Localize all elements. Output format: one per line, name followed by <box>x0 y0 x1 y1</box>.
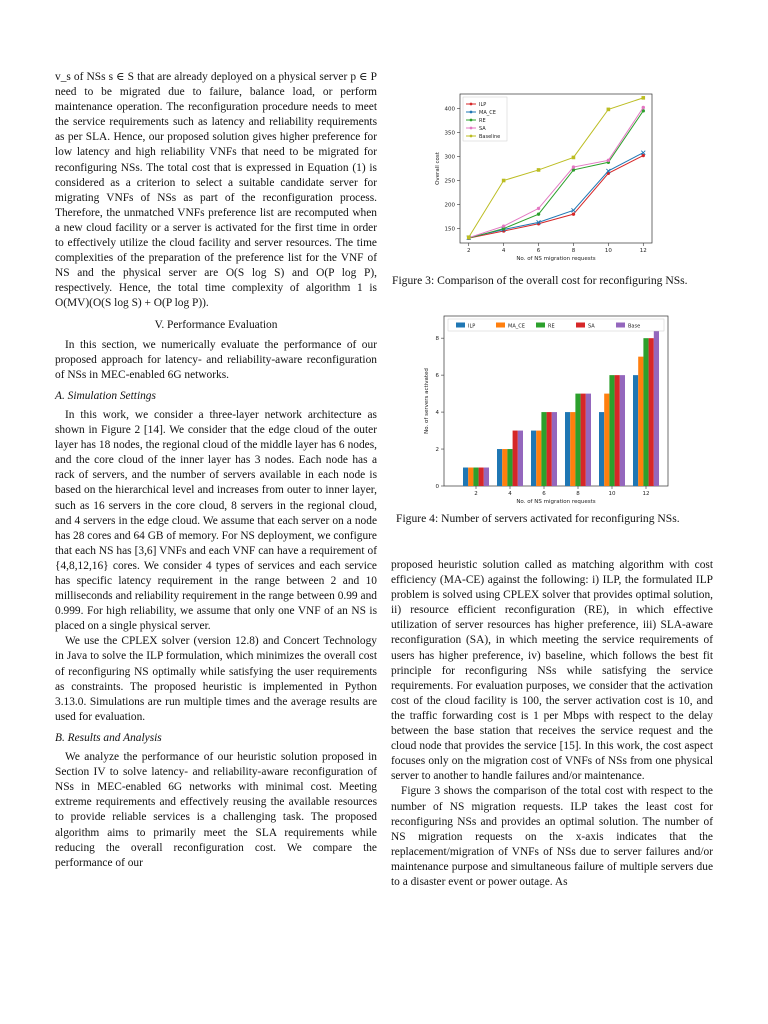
data-point <box>641 96 645 100</box>
bar-sa <box>615 375 620 486</box>
bar-ma_ce <box>502 449 507 486</box>
bar-re <box>609 375 614 486</box>
figure-3-line-chart <box>430 86 660 266</box>
bar-base <box>586 394 591 486</box>
x-axis-label: No. of NS migration requests <box>516 256 596 262</box>
x-tick-label: 6 <box>542 491 546 497</box>
x-tick-label: 10 <box>608 491 616 497</box>
bar-ilp <box>633 375 638 486</box>
section-heading-performance: V. Performance Evaluation <box>154 318 278 331</box>
paragraph-intro: v_s of NSs s ∈ S that are already deployed on a physical server p ∈ P need to be migrated due to failure, balance load, or perform maintenance operation. The reconfiguration procedure needs to meet the service requirements such as latency and reliability requirements as per SLA. Hence, our proposed solution gives higher preference for low latency and high reliability VNFs that need to be migrated for reconfiguring NSs. The total cost that is expressed in Equation (1) is considered as a criterion to select a suitable candidate server for migrating VNFs of NSs as part of the reconfiguration process. Therefore, the unmatched VNFs preference list are recomputed when a new cloud facility or a server is activated for the first time in order to effectively utilize the cloud facility and server resources. The time complexities of the preparation of the preference list for the VNF of NS and the physical server are O(S log S) and O(P log P), respectively. Hence, the total time complexity of algorithm 1 is O(MV)(O(S log S) + O(P log P)). <box>55 71 377 310</box>
y-tick-label: 200 <box>444 202 455 209</box>
x-tick-label: 4 <box>501 248 506 254</box>
data-point <box>642 106 645 109</box>
legend-label: Baseline <box>479 134 501 140</box>
legend-label: Base <box>628 323 641 330</box>
bar-sa <box>479 468 484 486</box>
data-point <box>537 212 540 215</box>
figure-4-caption: Figure 4: Number of servers activated for reconfiguring NSs. <box>396 512 680 525</box>
y-tick-label: 8 <box>435 336 439 343</box>
paragraph-figure-3: Figure 3 shows the comparison of the total cost with respect to the number of NS migration requests. ILP takes the least cost for reconfiguring NSs and provides an optimal solution. The number of NS migration requests on the x-axis indicates that the replacement/migration of VNFs of NSs due to server failures and/or maintenance purpose and simultaneous failure of multiple servers due to a disaster event or power outage. As <box>391 785 713 888</box>
bar-sa <box>581 394 586 486</box>
x-tick-label: 12 <box>639 248 647 254</box>
x-axis-label: No. of NS migration requests <box>516 499 596 505</box>
x-tick-label: 2 <box>474 491 478 497</box>
legend-swatch <box>456 323 465 328</box>
bar-base <box>518 431 523 486</box>
bar-ma_ce <box>468 468 473 486</box>
paragraph-simulation-1: In this work, we consider a three-layer network architecture as shown in Figure 2 [14]. We consider that the edge cloud of the outer layer has 18 nodes, the regional cloud of the middle layer has 6 nodes, and the core cloud of the inner layer has 3 nodes. Each node has a rack of servers, and the number of servers available in each node is based on the hierarchical level and increases from outer to inner layer, such as 16 servers in the core cloud, 8 servers in the regional cloud, and 4 servers in the edge cloud. We assume that each server on a node has 28 cores and 64 GB of memory. For NS deployment, we configure that each NS has [3,6] VNFs and each VNF can have a requirement of {4,8,12,16} cores. We consider 4 types of services and each service has specific latency requirement in the range between 2 and 10 milliseconds and reliability requirement in the range between 0.99 and 0.999. For high reliability, we assume that only one VNF of an NS is placed on a single physical server. <box>55 408 377 633</box>
bar-ilp <box>463 468 468 486</box>
y-tick-label: 150 <box>444 226 455 233</box>
bar-base <box>484 468 489 486</box>
legend-marker <box>470 119 473 122</box>
legend-label: RE <box>548 323 555 330</box>
bar-sa <box>513 431 518 486</box>
legend-swatch <box>536 323 545 328</box>
x-tick-label: 12 <box>642 491 650 497</box>
legend-marker <box>470 103 473 106</box>
data-point <box>607 108 611 112</box>
x-tick-label: 6 <box>536 248 541 254</box>
paragraph-results: We analyze the performance of our heuristic solution proposed in Section IV to solve latency- and reliability-aware reconfiguration of NSs in MEC-enabled 6G networks with minimal cost. Meeting extreme requirements and effectively reusing the available resources to provide reliable services is a challenging task. The proposed algorithm aims to primarily meet the SLA requirements while reducing the overall reconfiguration cost. We compare the performance of our <box>55 751 377 869</box>
subsection-simulation-settings: A. Simulation Settings <box>55 389 156 402</box>
bar-base <box>552 412 557 486</box>
paragraph-simulation-2: We use the CPLEX solver (version 12.8) and Concert Technology in Java to solve the ILP formulation, which minimizes the overall cost of reconfiguring NS optimally while satisfying the user requirements as constraints. The proposed heuristic is implemented in Python 3.13.0. Simulations are run multiple times and the average results are used for evaluation. <box>55 635 377 723</box>
bar-re <box>473 468 478 486</box>
y-axis-label: No. of servers activated <box>424 368 430 434</box>
bar-ma_ce <box>604 394 609 486</box>
data-point <box>537 207 540 210</box>
data-point <box>537 168 541 172</box>
legend-marker <box>470 127 473 130</box>
y-tick-label: 400 <box>444 106 455 113</box>
legend-swatch <box>576 323 585 328</box>
bar-re <box>575 394 580 486</box>
right-column <box>391 558 713 890</box>
bar-re <box>541 412 546 486</box>
legend-marker <box>470 111 473 114</box>
bar-base <box>620 375 625 486</box>
y-tick-label: 4 <box>435 410 439 417</box>
x-tick-label: 2 <box>466 248 471 254</box>
subsection-results-analysis: B. Results and Analysis <box>55 731 162 744</box>
y-tick-label: 0 <box>435 484 439 490</box>
paragraph-compare: proposed heuristic solution called as matching algorithm with cost efficiency (MA-CE) against the following: i) ILP, the formulated ILP problem is solved using CPLEX solver that provides optimal solution, ii) resource efficient reconfiguration (RE), in which effective utilization of server resources has higher preference, iii) SLA-aware reconfiguration (SA), in which meeting the service requirements of users has higher preference, iv) baseline, which follows the best fit principle for reconfiguring NSs while satisfying the service requirements. For evaluation purposes, we consider that the activation cost of the cloud facility is 100, the server activation cost is 10, and the traffic forwarding cost is 1 per Mbps with respect to the delay between the base station that receives the service request and the cloud node that provides the service [15]. In this work, the cost aspect focuses only on the migration cost of VNFs of NSs from one physical server to another to handle failures and/or maintenance. <box>391 559 713 783</box>
y-tick-label: 250 <box>444 178 455 185</box>
legend-label: ILP <box>468 323 476 330</box>
y-tick-label: 6 <box>435 373 439 380</box>
legend <box>448 319 664 331</box>
x-tick-label: 4 <box>508 491 512 497</box>
legend-label: RE <box>479 118 486 124</box>
legend-swatch <box>616 323 625 328</box>
legend-label: SA <box>479 126 486 132</box>
legend-label: MA_CE <box>508 323 525 330</box>
data-point <box>572 212 575 215</box>
x-tick-label: 8 <box>571 248 576 254</box>
bar-ilp <box>599 412 604 486</box>
legend-swatch <box>496 323 505 328</box>
bar-ilp <box>565 412 570 486</box>
bar-ilp <box>531 431 536 486</box>
y-axis-label: Overall cost <box>435 152 441 185</box>
bar-ma_ce <box>536 431 541 486</box>
data-point <box>607 159 610 162</box>
legend-marker <box>470 135 473 138</box>
bar-ma_ce <box>570 412 575 486</box>
paragraph-performance: In this section, we numerically evaluate the performance of our proposed approach for latency- and reliability-aware reconfiguration of NSs in MEC-enabled 6G networks. <box>55 338 377 381</box>
bar-sa <box>649 338 654 486</box>
y-tick-label: 2 <box>435 447 439 454</box>
data-point <box>467 235 471 239</box>
series-line-ilp <box>469 156 644 239</box>
data-point <box>502 179 506 183</box>
bar-sa <box>547 412 552 486</box>
data-point <box>572 156 576 160</box>
figure-3-caption: Figure 3: Comparison of the overall cost for reconfiguring NSs. <box>392 274 688 287</box>
bar-ilp <box>497 449 502 486</box>
x-tick-label: 10 <box>604 248 612 254</box>
left-column <box>55 70 377 871</box>
legend <box>463 97 507 141</box>
bar-ma_ce <box>638 357 643 486</box>
legend-label: MA_CE <box>479 110 496 116</box>
data-point <box>502 224 505 227</box>
bar-re <box>643 338 648 486</box>
legend-label: ILP <box>479 102 487 108</box>
y-tick-label: 350 <box>444 130 455 137</box>
bar-base <box>654 320 659 486</box>
legend-label: SA <box>588 323 595 330</box>
figure-4-bar-chart <box>420 308 670 508</box>
y-tick-label: 300 <box>444 154 455 161</box>
x-tick-label: 8 <box>576 491 580 497</box>
bar-re <box>507 449 512 486</box>
data-point <box>572 165 575 168</box>
